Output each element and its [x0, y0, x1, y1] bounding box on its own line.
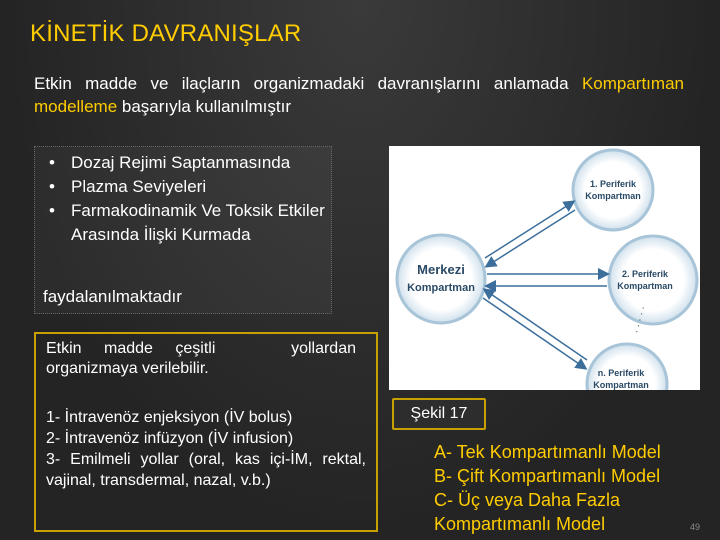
figure-label: Şekil 17 — [392, 398, 486, 430]
intro-line1: Etkin madde ve ilaçların organizmadaki davranışlarını anlamada — [34, 74, 569, 93]
route-item: 1- İntravenöz enjeksiyon (İV bolus) — [46, 409, 293, 426]
central-label-2: Kompartman — [407, 282, 475, 294]
arrow-from-pn — [485, 290, 587, 360]
peripheral-2-circle — [609, 236, 697, 324]
model-list — [434, 440, 661, 536]
routes-list — [46, 407, 366, 491]
compartment-diagram — [389, 146, 700, 390]
slide-title: KİNETİK DAVRANIŞLAR — [30, 20, 302, 47]
bullet-tail: faydalanılmaktadır — [43, 287, 182, 306]
peripheral-2-label-2: Kompartman — [617, 281, 673, 291]
peripheral-1-circle — [573, 150, 653, 230]
model-item: Kompartımanlı Model — [434, 514, 606, 534]
intro-highlight: Kompartıman modelleme — [34, 74, 684, 116]
peripheral-n-label-1: n. Periferik — [597, 368, 645, 378]
peripheral-2-label-1: 2. Periferik — [621, 269, 669, 279]
peripheral-1-label-1: 1. Periferik — [589, 179, 637, 189]
route-item: 2- İntravenöz infüzyon (İV infusion) — [46, 430, 294, 447]
bullet-item: • Farmakodinamik Ve Toksik Etkiler Arasında İlişki Kurmada — [71, 199, 325, 247]
intro-line2: başarıyla kullanılmıştır — [117, 97, 291, 116]
intro-paragraph — [34, 72, 684, 118]
routes-intro-right: yollardan — [291, 340, 356, 357]
compartment-diagram-svg — [389, 146, 700, 390]
central-label-1: Merkezi — [417, 262, 465, 277]
central-compartment-circle — [397, 235, 485, 323]
bullet-item: • Plazma Seviyeleri — [71, 175, 325, 199]
model-item: C- Üç veya Daha Fazla — [434, 490, 621, 510]
bullet-list — [41, 151, 325, 247]
peripheral-1-label-2: Kompartman — [585, 191, 641, 201]
bullet-box — [34, 146, 332, 314]
route-item: 3- Emilmeli yollar (oral, kas içi-İM, rektal, vajinal, transdermal, nazal, v.b.) — [46, 451, 366, 489]
routes-intro-row — [46, 340, 356, 358]
continuation-dots: · · · · · — [631, 305, 650, 335]
bullet-item: • Dozaj Rejimi Saptanmasında — [71, 151, 325, 175]
routes-intro-left: Etkin madde çeşitli — [46, 340, 216, 357]
routes-intro-line2: organizmaya verilebilir. — [46, 360, 209, 377]
routes-box — [34, 332, 378, 532]
model-item: A- Tek Kompartımanlı Model — [434, 442, 661, 462]
page-number: 49 — [690, 522, 701, 532]
arrow-from-p1 — [487, 210, 575, 266]
arrow-to-pn — [483, 298, 585, 368]
model-item: B- Çift Kompartımanlı Model — [434, 466, 661, 486]
peripheral-n-label-2: Kompartman — [593, 380, 649, 390]
arrow-to-p1 — [485, 202, 573, 258]
